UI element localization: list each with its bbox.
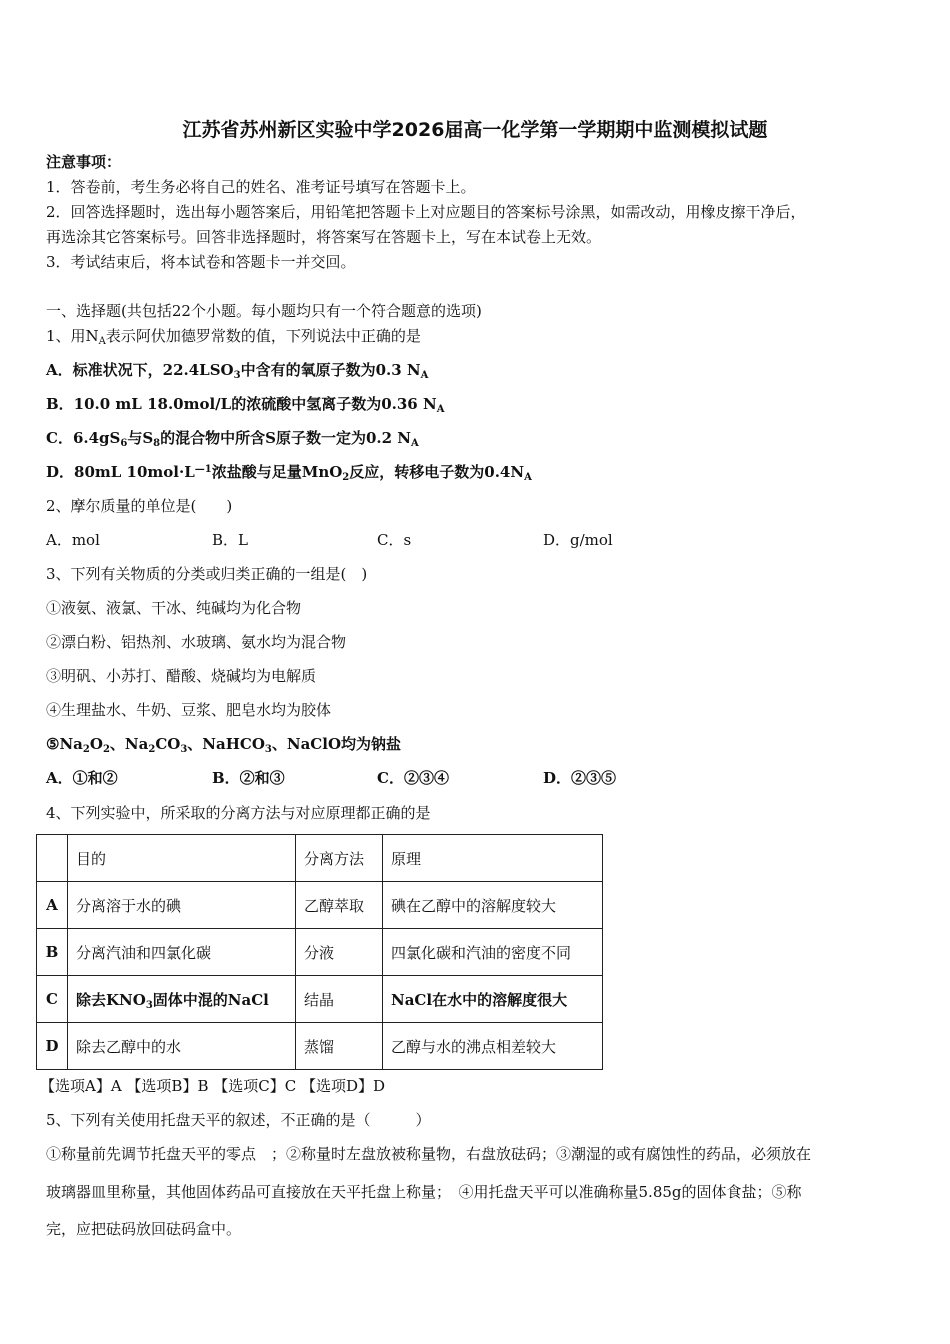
page-title: 江苏省苏州新区实验中学2026届高一化学第一学期期中监测模拟试题: [182, 119, 768, 141]
row-method: 结晶: [296, 976, 383, 1023]
q4-table: [36, 834, 603, 1070]
q4-stem: 4、下列实验中，所采取的分离方法与对应原理都正确的是: [46, 804, 431, 822]
table-row: [37, 976, 603, 1023]
row-principle: 乙醇与水的沸点相差较大: [383, 1023, 603, 1070]
q3-option-d[interactable]: D．②③⑤: [543, 769, 617, 787]
q2-option-d[interactable]: D．g/mol: [543, 531, 613, 549]
table-header-purpose: 目的: [68, 835, 296, 882]
q3-option-a[interactable]: A．①和②: [46, 769, 118, 787]
q1-option-d[interactable]: D．80mL $10mol\cdot L^{—1}$浓盐酸与足量MnO$_2$反应，转移电子数为$0.4N_A$: [46, 463, 532, 483]
table-row: [37, 882, 603, 929]
q2-option-b[interactable]: B．L: [212, 531, 248, 549]
q2-option-c[interactable]: C．s: [377, 531, 412, 549]
row-method: 分液: [296, 929, 383, 976]
row-key: A: [37, 882, 68, 929]
q1-option-a[interactable]: A．标准状况下，$22.4LSO_3$中含有的氧原子数为0.3 $N_A$: [46, 361, 429, 381]
note-1: 1．答卷前，考生务必将自己的姓名、准考证号填写在答题卡上。: [46, 178, 476, 196]
row-key: D: [37, 1023, 68, 1070]
q5-line-2: 玻璃器皿里称量，其他固体药品可直接放在天平托盘上称量； ④用托盘天平可以准确称量5.85g的固体食盐；⑤称: [46, 1183, 802, 1201]
q5-line-1: ①称量前先调节托盘天平的零点 ；②称量时左盘放被称量物，右盘放砝码；③潮湿的或有腐蚀性的药品，必须放在: [46, 1145, 812, 1163]
row-method: 蒸馏: [296, 1023, 383, 1070]
row-key: C: [37, 976, 68, 1023]
table-header-principle: 原理: [383, 835, 603, 882]
note-2a: 2．回答选择题时，选出每小题答案后，用铅笔把答题卡上对应题目的答案标号涂黑，如需改动，用橡皮擦干净后，: [46, 203, 806, 221]
table-row: [37, 929, 603, 976]
table-header-method: 分离方法: [296, 835, 383, 882]
row-principle: NaCl在水中的溶解度很大: [383, 976, 603, 1023]
q3-option-c[interactable]: C．②③④: [377, 769, 449, 787]
section-heading: 一、选择题(共包括22个小题。每小题均只有一个符合题意的选项): [46, 302, 482, 320]
row-purpose: 分离汽油和四氯化碳: [68, 929, 296, 976]
q5-stem: 5、下列有关使用托盘天平的叙述，不正确的是（ ）: [46, 1111, 431, 1129]
q1-option-b[interactable]: B．10.0 mL 18.0mol/L的浓硫酸中氢离子数为0.36 $N_A$: [46, 395, 445, 415]
q3-statement-1: ①液氨、液氯、干冰、纯碱均为化合物: [46, 599, 302, 617]
row-purpose: 除去乙醇中的水: [68, 1023, 296, 1070]
table-cell: [37, 835, 68, 882]
row-key: B: [37, 929, 68, 976]
table-row: [37, 1023, 603, 1070]
row-method: 乙醇萃取: [296, 882, 383, 929]
note-3: 3．考试结束后，将本试卷和答题卡一并交回。: [46, 253, 356, 271]
notes-heading: 注意事项：: [46, 153, 122, 171]
q3-statement-3: ③明矾、小苏打、醋酸、烧碱均为电解质: [46, 667, 317, 685]
q3-statement-2: ②漂白粉、铝热剂、水玻璃、氨水均为混合物: [46, 633, 347, 651]
row-principle: 碘在乙醇中的溶解度较大: [383, 882, 603, 929]
q2-stem: 2、摩尔质量的单位是( ): [46, 497, 233, 515]
note-2b: 再选涂其它答案标号。回答非选择题时，将答案写在答题卡上，写在本试卷上无效。: [46, 228, 602, 246]
q3-statement-4: ④生理盐水、牛奶、豆浆、肥皂水均为胶体: [46, 701, 332, 719]
q4-options[interactable]: 【选项A】A 【选项B】B 【选项C】C 【选项D】D: [40, 1077, 386, 1095]
q3-option-b[interactable]: B．②和③: [212, 769, 285, 787]
row-purpose: 除去$KNO_3$固体中混的NaCl: [68, 976, 296, 1023]
row-principle: 四氯化碳和汽油的密度不同: [383, 929, 603, 976]
q1-stem: 1、用$N_A$表示阿伏加德罗常数的值，下列说法中正确的是: [46, 327, 421, 347]
table-header-row: [37, 835, 603, 882]
q2-option-a[interactable]: A．mol: [46, 531, 100, 549]
q1-option-c[interactable]: C．$6.4gS_6$与$S_8$的混合物中所含S原子数一定为0.2 $N_A$: [46, 429, 419, 449]
q3-statement-5: $⑤Na_2O_2$、$Na_2CO_3$、NaHCO$_3$、NaClO均为钠盐: [46, 735, 402, 755]
q3-stem: 3、下列有关物质的分类或归类正确的一组是( ): [46, 565, 368, 583]
q5-line-3: 完，应把砝码放回砝码盒中。: [46, 1220, 242, 1238]
row-purpose: 分离溶于水的碘: [68, 882, 296, 929]
